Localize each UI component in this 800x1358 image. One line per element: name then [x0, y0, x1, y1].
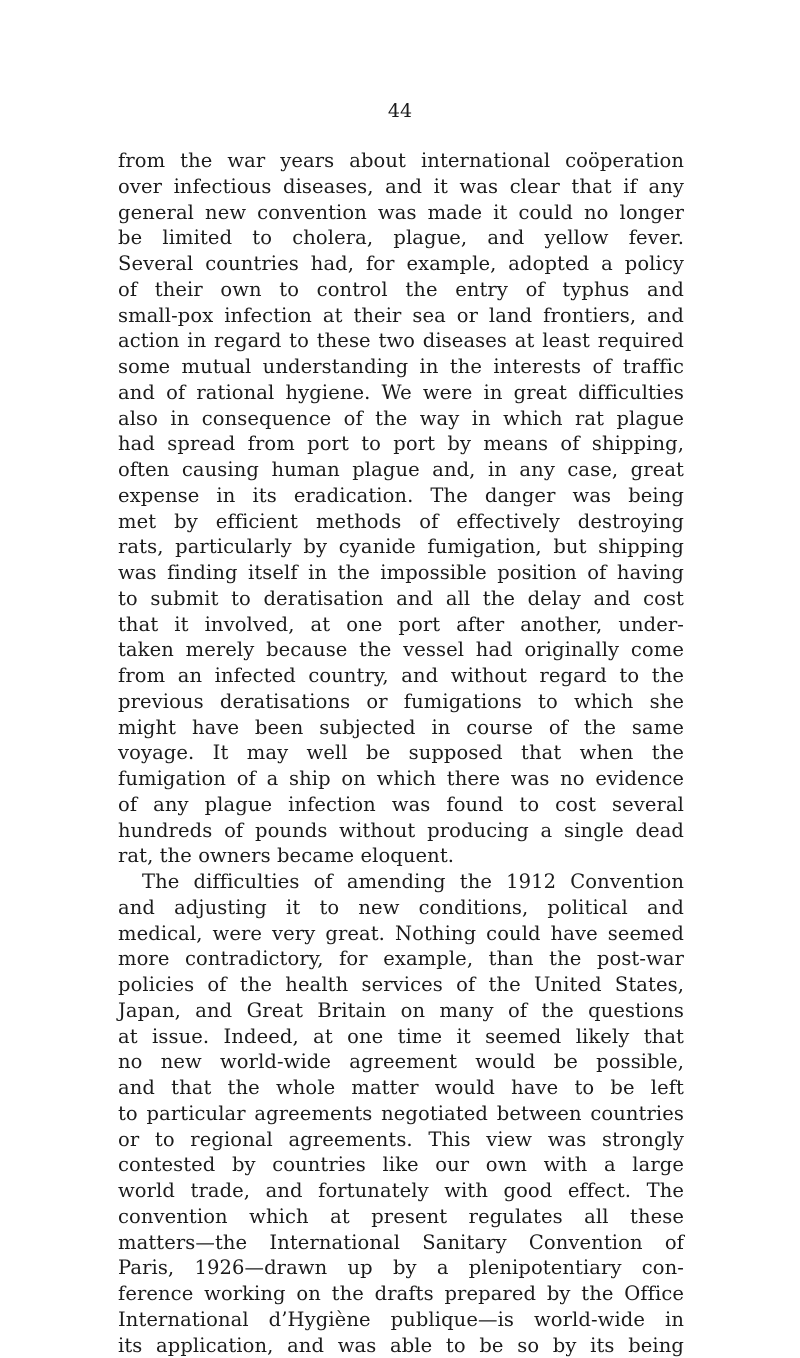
text-line: from an infected country, and without regard to the [118, 663, 684, 689]
text-line: general new convention was made it could no longer [118, 200, 684, 226]
text-line: to submit to deratisation and all the delay and cost [118, 586, 684, 612]
text-line: taken merely because the vessel had originally come [118, 637, 684, 663]
text-line: of their own to control the entry of typhus and [118, 277, 684, 303]
text-line: expense in its eradication. The danger was being [118, 483, 684, 509]
text-line: to particular agreements negotiated between countries [118, 1101, 684, 1127]
text-line: often causing human plague and, in any case, great [118, 457, 684, 483]
text-line: and adjusting it to new conditions, political and [118, 895, 684, 921]
text-line: might have been subjected in course of the same [118, 715, 684, 741]
text-line: fumigation of a ship on which there was no evidence [118, 766, 684, 792]
text-line: policies of the health services of the United States, [118, 972, 684, 998]
text-line: hundreds of pounds without producing a single dead [118, 818, 684, 844]
text-line: Paris, 1926—drawn up by a plenipotentiary con- [118, 1255, 684, 1281]
text-line: its application, and was able to be so by its being [118, 1333, 684, 1358]
text-line: at issue. Indeed, at one time it seemed likely that [118, 1024, 684, 1050]
text-line: contested by countries like our own with a large [118, 1152, 684, 1178]
text-line: convention which at present regulates all these [118, 1204, 684, 1230]
text-line: voyage. It may well be supposed that when the [118, 740, 684, 766]
text-line: some mutual understanding in the interests of traffic [118, 354, 684, 380]
page-number: 44 [0, 100, 800, 122]
text-line: International d’Hygiène publique—is world-wide in [118, 1307, 684, 1333]
text-line: and that the whole matter would have to be left [118, 1075, 684, 1101]
text-line: small-pox infection at their sea or land frontiers, and [118, 303, 684, 329]
text-line: rat, the owners became eloquent. [118, 843, 684, 869]
text-line: was finding itself in the impossible position of having [118, 560, 684, 586]
text-line: had spread from port to port by means of shipping, [118, 431, 684, 457]
text-line: medical, were very great. Nothing could have seemed [118, 921, 684, 947]
text-line: from the war years about international coöperation [118, 148, 684, 174]
text-line: be limited to cholera, plague, and yellow fever. [118, 225, 684, 251]
text-line: of any plague infection was found to cost several [118, 792, 684, 818]
text-line: previous deratisations or fumigations to which she [118, 689, 684, 715]
text-line: that it involved, at one port after another, under- [118, 612, 684, 638]
text-line: Several countries had, for example, adopted a policy [118, 251, 684, 277]
text-line: more contradictory, for example, than the post-war [118, 946, 684, 972]
text-line: world trade, and fortunately with good effect. The [118, 1178, 684, 1204]
body-text [118, 148, 684, 1358]
text-line: rats, particularly by cyanide fumigation, but shipping [118, 534, 684, 560]
text-line: matters—the International Sanitary Convention of [118, 1230, 684, 1256]
text-line: ference working on the drafts prepared by the Office [118, 1281, 684, 1307]
text-line: no new world-wide agreement would be possible, [118, 1049, 684, 1075]
text-line: The difficulties of amending the 1912 Convention [118, 869, 684, 895]
text-line: or to regional agreements. This view was strongly [118, 1127, 684, 1153]
text-line: action in regard to these two diseases at least required [118, 328, 684, 354]
text-line: and of rational hygiene. We were in great difficulties [118, 380, 684, 406]
text-line: Japan, and Great Britain on many of the questions [118, 998, 684, 1024]
text-line: met by efficient methods of effectively destroying [118, 509, 684, 535]
text-line: over infectious diseases, and it was clear that if any [118, 174, 684, 200]
text-line: also in consequence of the way in which rat plague [118, 406, 684, 432]
